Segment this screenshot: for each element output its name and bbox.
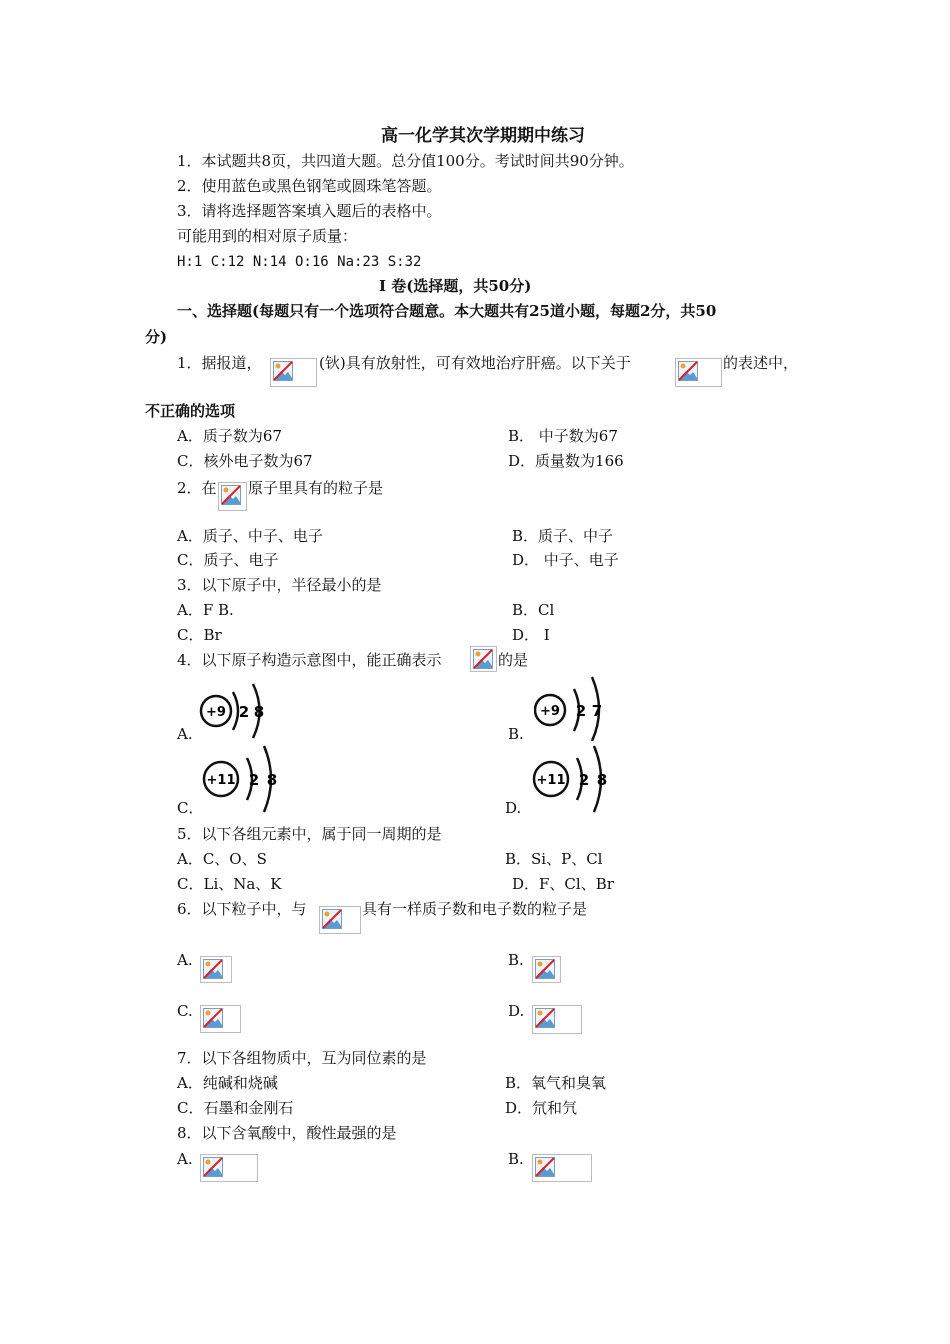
section1-heading: 一、选择题(每题只有一个选项符合题意。本大题共有25道小题，每题2分，共50 — [177, 302, 717, 320]
q6-option-c-image — [200, 1005, 241, 1033]
q5-option-b: B．Si、P、Cl — [505, 850, 603, 868]
q6-stem-pre: 6．以下粒子中，与 — [177, 900, 307, 918]
broken-image-icon — [535, 1008, 555, 1028]
q4-atom-diagram-d — [532, 744, 614, 814]
broken-image-icon — [535, 959, 555, 979]
q1-nuclide-image-2 — [675, 358, 722, 387]
q1-stem-line2: 不正确的选项 — [145, 402, 236, 420]
q4-atom-diagram-b — [534, 675, 614, 741]
q6-stem-post: 具有一样质子数和电子数的粒子是 — [362, 900, 588, 918]
broken-image-icon — [221, 485, 241, 505]
q8-option-a: A. — [177, 1150, 193, 1168]
q8-option-a-image — [200, 1154, 258, 1182]
q2-nuclide-image — [218, 482, 247, 511]
q4-option-a: A. — [177, 725, 193, 743]
note-1: 1．本试题共8页，共四道大题。总分值100分。考试时间共90分钟。 — [177, 152, 634, 170]
broken-image-icon — [203, 959, 223, 979]
q4-b-shell-1: 2 — [575, 702, 587, 720]
q6-option-c: C. — [177, 1002, 193, 1020]
q4-a-shell-1: 2 — [238, 703, 250, 721]
q6-option-b: B. — [508, 951, 524, 969]
q4-atom-diagram-a — [198, 680, 278, 740]
broken-image-icon — [678, 361, 698, 381]
atomic-masses: H:1 C:12 N:14 O:16 Na:23 S:32 — [177, 254, 422, 270]
broken-image-icon — [273, 361, 293, 381]
q5-stem: 5．以下各组元素中，属于同一周期的是 — [177, 825, 442, 843]
q7-option-a: A．纯碱和烧碱 — [177, 1074, 278, 1092]
q7-stem: 7．以下各组物质中，互为同位素的是 — [177, 1049, 427, 1067]
q1-stem-post: 的表述中， — [723, 354, 799, 372]
q4-option-b: B. — [508, 725, 524, 743]
q4-atom-diagram-c — [202, 744, 284, 814]
q3-option-c: C．Br — [177, 626, 222, 644]
q5-option-a: A．C、O、S — [177, 850, 267, 868]
q4-d-shell-1: 2 — [578, 771, 590, 789]
q2-stem-post: 原子里具有的粒子是 — [248, 479, 384, 497]
q3-option-b: B．Cl — [512, 601, 555, 619]
q2-option-b: B．质子、中子 — [512, 527, 614, 545]
q4-a-shell-2: 8 — [253, 703, 265, 721]
q7-option-d: D．氘和氕 — [505, 1099, 578, 1117]
q2-option-d: D． 中子、电子 — [512, 551, 619, 569]
q4-a-nucleus: +9 — [206, 705, 226, 720]
q4-option-c: C． — [177, 799, 204, 817]
q4-c-shell-2: 8 — [266, 771, 278, 789]
q5-option-d: D．F、Cl、Br — [512, 875, 614, 893]
q2-stem-pre: 2．在 — [177, 479, 217, 497]
q8-option-b: B. — [508, 1150, 524, 1168]
q7-option-b: B．氧气和臭氧 — [505, 1074, 607, 1092]
q6-option-b-image — [532, 956, 561, 983]
q6-option-a-image — [200, 956, 232, 983]
q8-stem: 8．以下含氧酸中，酸性最强的是 — [177, 1124, 397, 1142]
q6-option-d-image — [532, 1005, 582, 1034]
part1-title: Ⅰ 卷(选择题，共50分) — [379, 277, 532, 295]
q4-c-shell-1: 2 — [248, 771, 260, 789]
broken-image-icon — [203, 1157, 223, 1177]
q3-stem: 3．以下原子中，半径最小的是 — [177, 576, 382, 594]
broken-image-icon — [203, 1008, 223, 1028]
q5-option-c: C．Li、Na、K — [177, 875, 282, 893]
q3-option-a: A．F B. — [177, 601, 234, 619]
section1-heading-cont: 分) — [145, 328, 168, 346]
q4-b-nucleus: +9 — [540, 704, 560, 719]
q1-option-a: A．质子数为67 — [177, 427, 282, 445]
q4-b-shell-2: 7 — [591, 702, 603, 720]
note-3: 3．请将选择题答案填入题后的表格中。 — [177, 202, 442, 220]
broken-image-icon — [473, 649, 493, 669]
q6-particle-image — [319, 906, 361, 934]
q4-option-d: D. — [505, 799, 522, 817]
q1-option-c: C．核外电子数为67 — [177, 452, 313, 470]
q4-stem-post: 的是 — [498, 651, 529, 669]
q2-option-a: A．质子、中子、电子 — [177, 527, 323, 545]
q4-stem-pre: 4．以下原子构造示意图中，能正确表示 — [177, 651, 442, 669]
q3-option-d: D． I — [512, 626, 550, 644]
q4-d-nucleus: +11 — [536, 773, 566, 788]
q2-option-c: C．质子、电子 — [177, 551, 279, 569]
note-2: 2．使用蓝色或黑色钢笔或圆珠笔答题。 — [177, 177, 442, 195]
page-title: 高一化学其次学期期中练习 — [381, 126, 585, 146]
q4-c-nucleus: +11 — [206, 773, 236, 788]
q7-option-c: C．石墨和金刚石 — [177, 1099, 294, 1117]
q6-option-a: A. — [177, 951, 193, 969]
q4-d-shell-2: 8 — [596, 771, 608, 789]
q8-option-b-image — [532, 1154, 592, 1182]
broken-image-icon — [322, 909, 342, 929]
q1-option-d: D．质量数为166 — [508, 452, 624, 470]
broken-image-icon — [535, 1157, 555, 1177]
q1-nuclide-image — [270, 358, 317, 387]
q4-symbol-image — [470, 646, 497, 672]
note-4: 可能用到的相对原子质量： — [177, 227, 358, 245]
q1-stem-mid: (钬)具有放射性，可有效地治疗肝癌。以下关于 — [319, 354, 631, 372]
q6-option-d: D. — [508, 1002, 525, 1020]
q1-stem-pre: 1．据报道， — [177, 354, 262, 372]
q1-option-b: B． 中子数为67 — [508, 427, 618, 445]
